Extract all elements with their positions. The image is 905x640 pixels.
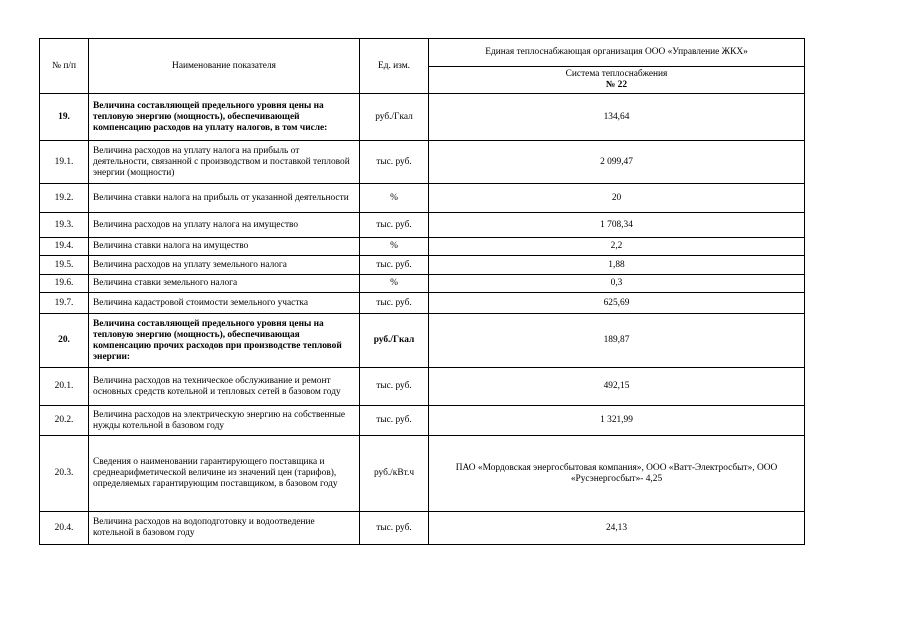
row-unit: тыс. руб. bbox=[360, 293, 429, 314]
table-row bbox=[40, 213, 805, 238]
row-unit: тыс. руб. bbox=[360, 368, 429, 406]
row-value: ПАО «Мордовская энергосбытовая компания», ООО «Ватт-Электросбыт», ООО «Русэнергосбыт»- 4,25 bbox=[429, 436, 805, 512]
table-row bbox=[40, 314, 805, 368]
row-name: Величина составляющей предельного уровня цены на тепловую энергию (мощность), обеспечивающая компенсацию прочих расходов при производстве тепловой энергии: bbox=[89, 314, 360, 368]
row-value: 189,87 bbox=[429, 314, 805, 368]
table-row bbox=[40, 368, 805, 406]
row-value: 0,3 bbox=[429, 275, 805, 293]
table-row bbox=[40, 94, 805, 141]
table-row bbox=[40, 256, 805, 275]
row-value: 20 bbox=[429, 184, 805, 213]
row-value: 625,69 bbox=[429, 293, 805, 314]
row-unit: % bbox=[360, 275, 429, 293]
row-name: Величина расходов на техническое обслуживание и ремонт основных средств котельной и тепловых сетей в базовом году bbox=[89, 368, 360, 406]
row-name: Величина расходов на водоподготовку и водоотведение котельной в базовом году bbox=[89, 512, 360, 545]
row-name: Величина кадастровой стоимости земельного участка bbox=[89, 293, 360, 314]
row-value: 24,13 bbox=[429, 512, 805, 545]
table-row bbox=[40, 293, 805, 314]
row-unit: руб./Гкал bbox=[360, 94, 429, 141]
row-num: 19.3. bbox=[40, 213, 89, 238]
row-unit: % bbox=[360, 238, 429, 256]
table-row bbox=[40, 184, 805, 213]
row-name: Величина составляющей предельного уровня цены на тепловую энергию (мощность), обеспечивающей компенсацию расходов на уплату налогов, в том числе: bbox=[89, 94, 360, 141]
row-name: Величина ставки налога на прибыль от указанной деятельности bbox=[89, 184, 360, 213]
row-num: 20.4. bbox=[40, 512, 89, 545]
table-row bbox=[40, 275, 805, 293]
row-unit: тыс. руб. bbox=[360, 512, 429, 545]
row-value: 1,88 bbox=[429, 256, 805, 275]
header-system bbox=[429, 67, 805, 94]
row-num: 19.1. bbox=[40, 141, 89, 184]
row-name: Величина расходов на электрическую энергию на собственные нужды котельной в базовом году bbox=[89, 406, 360, 436]
row-name: Величина расходов на уплату земельного налога bbox=[89, 256, 360, 275]
header-system-label: Система теплоснабжения bbox=[565, 69, 668, 79]
table-row bbox=[40, 406, 805, 436]
tariff-table bbox=[39, 38, 805, 545]
row-name: Величина ставки земельного налога bbox=[89, 275, 360, 293]
row-unit: руб./кВт.ч bbox=[360, 436, 429, 512]
header-name: Наименование показателя bbox=[89, 39, 360, 94]
row-num: 19.7. bbox=[40, 293, 89, 314]
row-num: 19.5. bbox=[40, 256, 89, 275]
table-row bbox=[40, 512, 805, 545]
header-org: Единая теплоснабжающая организация ООО «Управление ЖКХ» bbox=[429, 39, 805, 67]
row-num: 20.1. bbox=[40, 368, 89, 406]
table-row bbox=[40, 238, 805, 256]
row-num: 19.2. bbox=[40, 184, 89, 213]
row-unit: руб./Гкал bbox=[360, 314, 429, 368]
row-name: Сведения о наименовании гарантирующего поставщика и среднеарифметической величине из значений цен (тарифов), определяемых гарантирующим поставщиком, в базовом году bbox=[89, 436, 360, 512]
header-system-number: № 22 bbox=[605, 80, 628, 90]
table-row bbox=[40, 436, 805, 512]
header-num: № п/п bbox=[40, 39, 89, 94]
row-unit: тыс. руб. bbox=[360, 141, 429, 184]
row-value: 2,2 bbox=[429, 238, 805, 256]
row-value: 1 708,34 bbox=[429, 213, 805, 238]
row-num: 20. bbox=[40, 314, 89, 368]
row-num: 19.4. bbox=[40, 238, 89, 256]
row-name: Величина расходов на уплату налога на имущество bbox=[89, 213, 360, 238]
row-num: 19. bbox=[40, 94, 89, 141]
row-name: Величина ставки налога на имущество bbox=[89, 238, 360, 256]
row-unit: тыс. руб. bbox=[360, 213, 429, 238]
row-value: 492,15 bbox=[429, 368, 805, 406]
row-unit: % bbox=[360, 184, 429, 213]
row-value: 134,64 bbox=[429, 94, 805, 141]
row-value: 1 321,99 bbox=[429, 406, 805, 436]
header-unit: Ед. изм. bbox=[360, 39, 429, 94]
row-value: 2 099,47 bbox=[429, 141, 805, 184]
row-num: 20.3. bbox=[40, 436, 89, 512]
table-row bbox=[40, 141, 805, 184]
row-unit: тыс. руб. bbox=[360, 406, 429, 436]
row-name: Величина расходов на уплату налога на прибыль от деятельности, связанной с производством и поставкой тепловой энергии (мощности) bbox=[89, 141, 360, 184]
row-unit: тыс. руб. bbox=[360, 256, 429, 275]
row-num: 20.2. bbox=[40, 406, 89, 436]
row-num: 19.6. bbox=[40, 275, 89, 293]
